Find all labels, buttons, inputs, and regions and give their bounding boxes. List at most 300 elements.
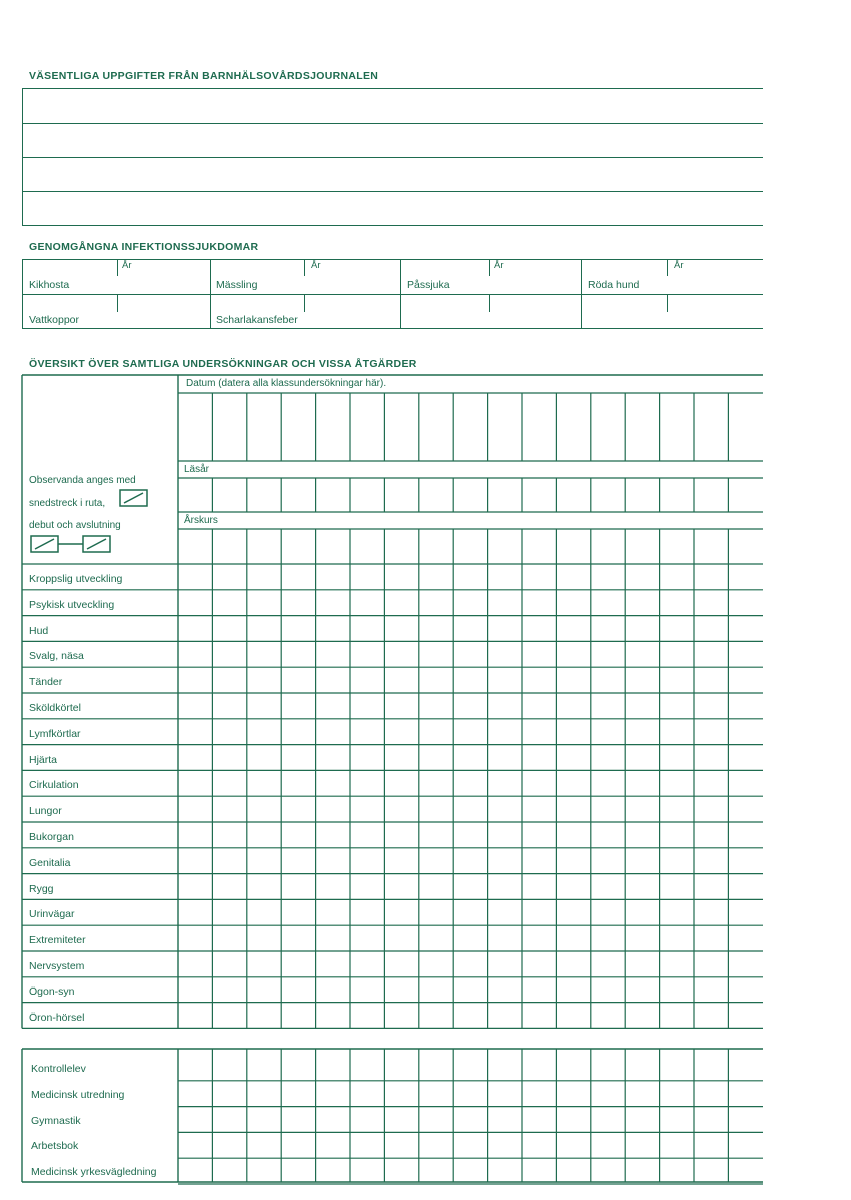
action-cell[interactable] (695, 1108, 727, 1132)
observation-cell[interactable] (489, 694, 521, 718)
observation-cell[interactable] (282, 668, 314, 692)
date-cell[interactable] (592, 394, 624, 460)
observation-cell[interactable] (626, 849, 658, 873)
observation-cell[interactable] (557, 1004, 589, 1028)
action-cell[interactable] (695, 1056, 727, 1080)
action-cell[interactable] (523, 1056, 555, 1080)
observation-cell[interactable] (351, 875, 383, 899)
observation-cell[interactable] (282, 694, 314, 718)
observation-cell[interactable] (592, 849, 624, 873)
action-cell[interactable] (729, 1082, 762, 1106)
date-cell[interactable] (179, 394, 211, 460)
observation-cell[interactable] (420, 849, 452, 873)
observation-cell[interactable] (729, 952, 762, 976)
observation-cell[interactable] (729, 797, 762, 821)
action-cell[interactable] (282, 1159, 314, 1183)
observation-cell[interactable] (661, 565, 693, 589)
observation-cell[interactable] (557, 849, 589, 873)
grade-cell[interactable] (489, 530, 521, 563)
observation-cell[interactable] (557, 642, 589, 666)
observation-cell[interactable] (592, 642, 624, 666)
observation-cell[interactable] (213, 642, 245, 666)
observation-cell[interactable] (282, 978, 314, 1002)
action-cell[interactable] (626, 1108, 658, 1132)
observation-cell[interactable] (248, 720, 280, 744)
observation-cell[interactable] (592, 746, 624, 770)
observation-cell[interactable] (489, 668, 521, 692)
observation-cell[interactable] (557, 797, 589, 821)
observation-cell[interactable] (729, 694, 762, 718)
action-cell[interactable] (385, 1056, 417, 1080)
observation-cell[interactable] (385, 978, 417, 1002)
observation-cell[interactable] (557, 720, 589, 744)
observation-cell[interactable] (385, 900, 417, 924)
observation-cell[interactable] (592, 668, 624, 692)
observation-cell[interactable] (523, 875, 555, 899)
observation-cell[interactable] (317, 1004, 349, 1028)
grade-cell[interactable] (179, 530, 211, 563)
observation-cell[interactable] (557, 591, 589, 615)
observation-cell[interactable] (661, 668, 693, 692)
observation-cell[interactable] (351, 952, 383, 976)
date-cell[interactable] (385, 394, 417, 460)
observation-cell[interactable] (661, 591, 693, 615)
observation-cell[interactable] (592, 978, 624, 1002)
observation-cell[interactable] (385, 849, 417, 873)
observation-cell[interactable] (179, 565, 211, 589)
observation-cell[interactable] (351, 823, 383, 847)
observation-cell[interactable] (592, 926, 624, 950)
observation-cell[interactable] (179, 900, 211, 924)
observation-cell[interactable] (592, 823, 624, 847)
observation-cell[interactable] (213, 668, 245, 692)
observation-cell[interactable] (454, 900, 486, 924)
observation-cell[interactable] (661, 875, 693, 899)
observation-cell[interactable] (661, 746, 693, 770)
observation-cell[interactable] (695, 771, 727, 795)
observation-cell[interactable] (695, 565, 727, 589)
observation-cell[interactable] (489, 1004, 521, 1028)
observation-cell[interactable] (248, 900, 280, 924)
observation-cell[interactable] (557, 900, 589, 924)
observation-cell[interactable] (213, 617, 245, 641)
observation-cell[interactable] (317, 694, 349, 718)
action-cell[interactable] (661, 1082, 693, 1106)
observation-cell[interactable] (248, 797, 280, 821)
observation-cell[interactable] (282, 849, 314, 873)
observation-cell[interactable] (626, 900, 658, 924)
observation-cell[interactable] (695, 849, 727, 873)
date-cell[interactable] (557, 394, 589, 460)
observation-cell[interactable] (248, 617, 280, 641)
observation-cell[interactable] (626, 642, 658, 666)
observation-cell[interactable] (317, 952, 349, 976)
observation-cell[interactable] (695, 720, 727, 744)
observation-cell[interactable] (592, 617, 624, 641)
observation-cell[interactable] (695, 617, 727, 641)
observation-cell[interactable] (351, 900, 383, 924)
observation-cell[interactable] (729, 875, 762, 899)
school-year-cell[interactable] (454, 479, 486, 511)
observation-cell[interactable] (179, 591, 211, 615)
action-cell[interactable] (695, 1133, 727, 1157)
observation-cell[interactable] (695, 1004, 727, 1028)
action-cell[interactable] (179, 1108, 211, 1132)
observation-cell[interactable] (557, 823, 589, 847)
observation-cell[interactable] (695, 668, 727, 692)
grade-cell[interactable] (661, 530, 693, 563)
observation-cell[interactable] (317, 978, 349, 1002)
action-cell[interactable] (248, 1133, 280, 1157)
observation-cell[interactable] (523, 591, 555, 615)
action-cell[interactable] (489, 1159, 521, 1183)
observation-cell[interactable] (489, 617, 521, 641)
observation-cell[interactable] (695, 978, 727, 1002)
observation-cell[interactable] (179, 771, 211, 795)
observation-cell[interactable] (179, 720, 211, 744)
observation-cell[interactable] (592, 952, 624, 976)
grade-cell[interactable] (626, 530, 658, 563)
action-cell[interactable] (351, 1108, 383, 1132)
observation-cell[interactable] (420, 565, 452, 589)
observation-cell[interactable] (317, 823, 349, 847)
observation-cell[interactable] (385, 565, 417, 589)
observation-cell[interactable] (420, 591, 452, 615)
observation-cell[interactable] (592, 565, 624, 589)
observation-cell[interactable] (282, 952, 314, 976)
observation-cell[interactable] (523, 668, 555, 692)
observation-cell[interactable] (317, 668, 349, 692)
action-cell[interactable] (557, 1108, 589, 1132)
observation-cell[interactable] (351, 694, 383, 718)
observation-cell[interactable] (454, 978, 486, 1002)
date-cell[interactable] (626, 394, 658, 460)
observation-cell[interactable] (179, 823, 211, 847)
observation-cell[interactable] (317, 797, 349, 821)
date-cell[interactable] (695, 394, 727, 460)
observation-cell[interactable] (729, 823, 762, 847)
observation-cell[interactable] (523, 823, 555, 847)
school-year-cell[interactable] (213, 479, 245, 511)
observation-cell[interactable] (489, 849, 521, 873)
grade-cell[interactable] (592, 530, 624, 563)
observation-cell[interactable] (557, 771, 589, 795)
date-cell[interactable] (729, 394, 762, 460)
observation-cell[interactable] (454, 797, 486, 821)
observation-cell[interactable] (213, 771, 245, 795)
observation-cell[interactable] (454, 952, 486, 976)
observation-cell[interactable] (489, 642, 521, 666)
observation-cell[interactable] (592, 1004, 624, 1028)
grade-cell[interactable] (351, 530, 383, 563)
grade-cell[interactable] (385, 530, 417, 563)
observation-cell[interactable] (317, 926, 349, 950)
observation-cell[interactable] (489, 591, 521, 615)
school-year-cell[interactable] (179, 479, 211, 511)
action-cell[interactable] (248, 1082, 280, 1106)
observation-cell[interactable] (351, 720, 383, 744)
action-cell[interactable] (729, 1056, 762, 1080)
observation-cell[interactable] (282, 617, 314, 641)
school-year-cell[interactable] (729, 479, 762, 511)
school-year-cell[interactable] (695, 479, 727, 511)
observation-cell[interactable] (351, 926, 383, 950)
observation-cell[interactable] (661, 617, 693, 641)
school-year-cell[interactable] (557, 479, 589, 511)
observation-cell[interactable] (248, 591, 280, 615)
action-cell[interactable] (626, 1082, 658, 1106)
observation-cell[interactable] (385, 875, 417, 899)
grade-cell[interactable] (282, 530, 314, 563)
observation-cell[interactable] (454, 926, 486, 950)
observation-cell[interactable] (179, 694, 211, 718)
action-cell[interactable] (489, 1082, 521, 1106)
observation-cell[interactable] (557, 746, 589, 770)
observation-cell[interactable] (592, 720, 624, 744)
action-cell[interactable] (213, 1108, 245, 1132)
action-cell[interactable] (213, 1056, 245, 1080)
observation-cell[interactable] (317, 591, 349, 615)
observation-cell[interactable] (351, 978, 383, 1002)
observation-cell[interactable] (592, 900, 624, 924)
observation-cell[interactable] (729, 771, 762, 795)
observation-cell[interactable] (489, 952, 521, 976)
observation-cell[interactable] (523, 952, 555, 976)
observation-cell[interactable] (592, 797, 624, 821)
observation-cell[interactable] (282, 642, 314, 666)
action-cell[interactable] (729, 1108, 762, 1132)
observation-cell[interactable] (729, 591, 762, 615)
observation-cell[interactable] (282, 565, 314, 589)
observation-cell[interactable] (282, 823, 314, 847)
action-cell[interactable] (351, 1082, 383, 1106)
observation-cell[interactable] (248, 771, 280, 795)
action-cell[interactable] (248, 1159, 280, 1183)
observation-cell[interactable] (523, 771, 555, 795)
observation-cell[interactable] (351, 642, 383, 666)
observation-cell[interactable] (626, 746, 658, 770)
observation-cell[interactable] (557, 668, 589, 692)
action-cell[interactable] (317, 1159, 349, 1183)
observation-cell[interactable] (248, 875, 280, 899)
action-cell[interactable] (282, 1133, 314, 1157)
school-year-cell[interactable] (420, 479, 452, 511)
observation-cell[interactable] (489, 823, 521, 847)
observation-cell[interactable] (248, 952, 280, 976)
action-cell[interactable] (351, 1133, 383, 1157)
observation-cell[interactable] (385, 771, 417, 795)
action-cell[interactable] (420, 1108, 452, 1132)
observation-cell[interactable] (317, 617, 349, 641)
action-cell[interactable] (385, 1082, 417, 1106)
action-cell[interactable] (282, 1056, 314, 1080)
observation-cell[interactable] (661, 823, 693, 847)
observation-cell[interactable] (454, 823, 486, 847)
observation-cell[interactable] (282, 1004, 314, 1028)
action-cell[interactable] (489, 1056, 521, 1080)
action-cell[interactable] (661, 1159, 693, 1183)
observation-cell[interactable] (557, 926, 589, 950)
observation-cell[interactable] (454, 617, 486, 641)
date-cell[interactable] (317, 394, 349, 460)
observation-cell[interactable] (317, 565, 349, 589)
action-cell[interactable] (592, 1056, 624, 1080)
observation-cell[interactable] (385, 797, 417, 821)
observation-cell[interactable] (626, 720, 658, 744)
observation-cell[interactable] (213, 1004, 245, 1028)
observation-cell[interactable] (179, 875, 211, 899)
action-cell[interactable] (351, 1159, 383, 1183)
observation-cell[interactable] (317, 720, 349, 744)
observation-cell[interactable] (213, 694, 245, 718)
observation-cell[interactable] (454, 746, 486, 770)
action-cell[interactable] (317, 1133, 349, 1157)
observation-cell[interactable] (557, 875, 589, 899)
observation-cell[interactable] (213, 746, 245, 770)
observation-cell[interactable] (213, 591, 245, 615)
observation-cell[interactable] (523, 797, 555, 821)
observation-cell[interactable] (351, 591, 383, 615)
action-cell[interactable] (454, 1133, 486, 1157)
action-cell[interactable] (179, 1056, 211, 1080)
observation-cell[interactable] (695, 952, 727, 976)
action-cell[interactable] (179, 1082, 211, 1106)
school-year-cell[interactable] (661, 479, 693, 511)
action-cell[interactable] (213, 1159, 245, 1183)
observation-cell[interactable] (626, 771, 658, 795)
observation-cell[interactable] (317, 771, 349, 795)
grade-cell[interactable] (695, 530, 727, 563)
observation-cell[interactable] (626, 617, 658, 641)
action-cell[interactable] (523, 1082, 555, 1106)
observation-cell[interactable] (213, 565, 245, 589)
action-cell[interactable] (282, 1082, 314, 1106)
observation-cell[interactable] (557, 978, 589, 1002)
observation-cell[interactable] (454, 668, 486, 692)
observation-cell[interactable] (523, 694, 555, 718)
observation-cell[interactable] (592, 694, 624, 718)
observation-cell[interactable] (626, 926, 658, 950)
action-cell[interactable] (248, 1056, 280, 1080)
observation-cell[interactable] (489, 978, 521, 1002)
observation-cell[interactable] (729, 617, 762, 641)
observation-cell[interactable] (695, 797, 727, 821)
observation-cell[interactable] (523, 900, 555, 924)
action-cell[interactable] (557, 1133, 589, 1157)
date-cell[interactable] (420, 394, 452, 460)
observation-cell[interactable] (489, 926, 521, 950)
observation-cell[interactable] (282, 720, 314, 744)
observation-cell[interactable] (213, 875, 245, 899)
observation-cell[interactable] (385, 591, 417, 615)
action-cell[interactable] (523, 1159, 555, 1183)
observation-cell[interactable] (729, 978, 762, 1002)
observation-cell[interactable] (351, 771, 383, 795)
observation-cell[interactable] (454, 694, 486, 718)
observation-cell[interactable] (695, 746, 727, 770)
observation-cell[interactable] (695, 694, 727, 718)
school-year-cell[interactable] (523, 479, 555, 511)
action-cell[interactable] (454, 1056, 486, 1080)
action-cell[interactable] (626, 1159, 658, 1183)
grade-cell[interactable] (557, 530, 589, 563)
observation-cell[interactable] (248, 565, 280, 589)
observation-cell[interactable] (592, 591, 624, 615)
observation-cell[interactable] (489, 900, 521, 924)
observation-cell[interactable] (248, 978, 280, 1002)
observation-cell[interactable] (351, 565, 383, 589)
observation-cell[interactable] (351, 1004, 383, 1028)
action-cell[interactable] (729, 1133, 762, 1157)
observation-cell[interactable] (248, 823, 280, 847)
date-cell[interactable] (489, 394, 521, 460)
action-cell[interactable] (592, 1082, 624, 1106)
observation-cell[interactable] (179, 1004, 211, 1028)
school-year-cell[interactable] (626, 479, 658, 511)
observation-cell[interactable] (213, 926, 245, 950)
action-cell[interactable] (695, 1159, 727, 1183)
observation-cell[interactable] (282, 771, 314, 795)
observation-cell[interactable] (454, 565, 486, 589)
observation-cell[interactable] (626, 875, 658, 899)
observation-cell[interactable] (557, 694, 589, 718)
observation-cell[interactable] (420, 642, 452, 666)
action-cell[interactable] (317, 1082, 349, 1106)
action-cell[interactable] (454, 1159, 486, 1183)
observation-cell[interactable] (523, 720, 555, 744)
observation-cell[interactable] (523, 926, 555, 950)
observation-cell[interactable] (454, 875, 486, 899)
observation-cell[interactable] (420, 900, 452, 924)
observation-cell[interactable] (454, 1004, 486, 1028)
observation-cell[interactable] (626, 1004, 658, 1028)
action-cell[interactable] (523, 1108, 555, 1132)
observation-cell[interactable] (661, 849, 693, 873)
observation-cell[interactable] (489, 746, 521, 770)
observation-cell[interactable] (661, 771, 693, 795)
action-cell[interactable] (454, 1108, 486, 1132)
action-cell[interactable] (489, 1133, 521, 1157)
observation-cell[interactable] (626, 978, 658, 1002)
grade-cell[interactable] (454, 530, 486, 563)
school-year-cell[interactable] (248, 479, 280, 511)
action-cell[interactable] (420, 1082, 452, 1106)
observation-cell[interactable] (729, 900, 762, 924)
observation-cell[interactable] (661, 720, 693, 744)
action-cell[interactable] (213, 1133, 245, 1157)
action-cell[interactable] (523, 1133, 555, 1157)
observation-cell[interactable] (420, 771, 452, 795)
observation-cell[interactable] (729, 565, 762, 589)
observation-cell[interactable] (317, 746, 349, 770)
action-cell[interactable] (626, 1133, 658, 1157)
observation-cell[interactable] (420, 875, 452, 899)
observation-cell[interactable] (282, 591, 314, 615)
observation-cell[interactable] (213, 849, 245, 873)
action-cell[interactable] (317, 1056, 349, 1080)
observation-cell[interactable] (523, 978, 555, 1002)
observation-cell[interactable] (385, 823, 417, 847)
observation-cell[interactable] (661, 1004, 693, 1028)
observation-cell[interactable] (282, 900, 314, 924)
observation-cell[interactable] (213, 900, 245, 924)
observation-cell[interactable] (695, 926, 727, 950)
observation-cell[interactable] (179, 849, 211, 873)
observation-cell[interactable] (420, 797, 452, 821)
observation-cell[interactable] (179, 617, 211, 641)
observation-cell[interactable] (626, 565, 658, 589)
observation-cell[interactable] (385, 720, 417, 744)
